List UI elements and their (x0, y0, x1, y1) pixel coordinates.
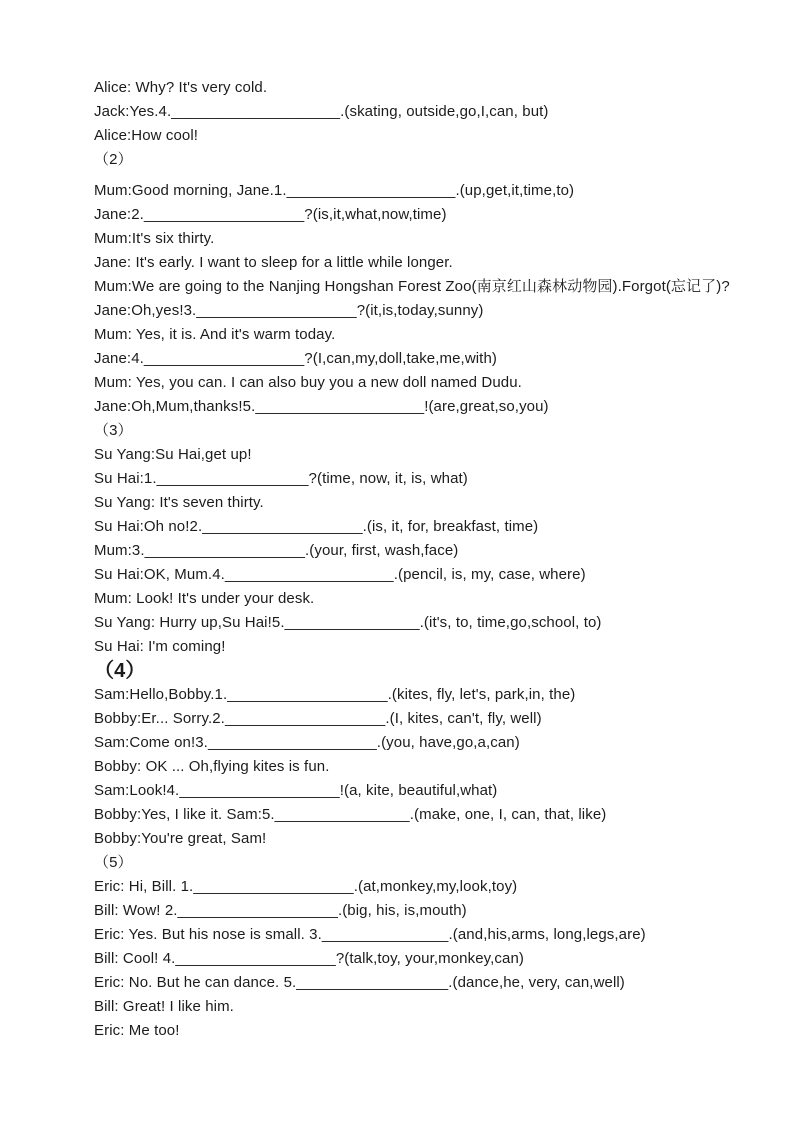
dialogue-line: Su Hai:Oh no!2.___________________.(is, it, for, breakfast, time) (94, 518, 539, 535)
dialogue-line: Jane: It's early. I want to sleep for a little while longer. (94, 254, 453, 271)
dialogue-line: Su Yang: It's seven thirty. (94, 494, 264, 511)
dialogue-line: Mum:We are going to the Nanjing Hongshan Forest Zoo(南京红山森林动物园).Forgot(忘记了)? (94, 278, 730, 295)
dialogue-line: Eric: Hi, Bill. 1.___________________.(at,monkey,my,look,toy) (94, 878, 518, 895)
dialogue-line: Su Hai:OK, Mum.4.____________________.(pencil, is, my, case, where) (94, 566, 586, 583)
dialogue-line: Su Hai:1.__________________?(time, now, it, is, what) (94, 470, 468, 487)
dialogue-line: Su Yang:Su Hai,get up! (94, 446, 252, 463)
dialogue-line: Eric: No. But he can dance. 5.__________________.(dance,he, very, can,well) (94, 974, 625, 991)
dialogue-line: Mum: Yes, it is. And it's warm today. (94, 326, 336, 343)
dialogue-line: Mum: Yes, you can. I can also buy you a new doll named Dudu. (94, 374, 522, 391)
dialogue-line: Mum:3.___________________.(your, first, wash,face) (94, 542, 459, 559)
dialogue-line: Alice:How cool! (94, 127, 199, 144)
dialogue-line: Mum: Look! It's under your desk. (94, 590, 315, 607)
section-heading: （4） (94, 660, 146, 682)
dialogue-line: Jane:2.___________________?(is,it,what,now,time) (94, 206, 447, 223)
dialogue-line: Su Hai: I'm coming! (94, 638, 226, 655)
dialogue-line: Eric: Yes. But his nose is small. 3._______________.(and,his,arms, long,legs,are) (94, 926, 646, 943)
dialogue-line: Eric: Me too! (94, 1022, 180, 1039)
dialogue-line: Sam:Look!4.___________________!(a, kite, beautiful,what) (94, 782, 498, 799)
dialogue-line: Bill: Cool! 4.___________________?(talk,toy, your,monkey,can) (94, 950, 524, 967)
dialogue-line: Alice: Why? It's very cold. (94, 79, 268, 96)
dialogue-line: Mum:It's six thirty. (94, 230, 215, 247)
dialogue-line: Bill: Wow! 2.___________________.(big, his, is,mouth) (94, 902, 467, 919)
dialogue-line: Jack:Yes.4.____________________.(skating, outside,go,I,can, but) (94, 103, 549, 120)
section-heading: （3） (94, 422, 133, 439)
section-heading: （5） (94, 854, 133, 871)
dialogue-line: Bobby:You're great, Sam! (94, 830, 267, 847)
dialogue-line: Bobby: OK ... Oh,flying kites is fun. (94, 758, 330, 775)
dialogue-line: Bill: Great! I like him. (94, 998, 234, 1015)
dialogue-line: Jane:Oh,Mum,thanks!5.____________________!(are,great,so,you) (94, 398, 549, 415)
dialogue-line: Sam:Come on!3.____________________.(you, have,go,a,can) (94, 734, 520, 751)
dialogue-line: Bobby:Er... Sorry.2.___________________.(I, kites, can't, fly, well) (94, 710, 542, 727)
section-heading: （2） (94, 151, 133, 168)
dialogue-line: Mum:Good morning, Jane.1.____________________.(up,get,it,time,to) (94, 182, 575, 199)
dialogue-line: Su Yang: Hurry up,Su Hai!5.________________.(it's, to, time,go,school, to) (94, 614, 602, 631)
dialogue-line: Jane:Oh,yes!3.___________________?(it,is,today,sunny) (94, 302, 484, 319)
dialogue-lines-container (94, 76, 753, 1043)
dialogue-line: Jane:4.___________________?(I,can,my,doll,take,me,with) (94, 350, 497, 367)
dialogue-line: Sam:Hello,Bobby.1.___________________.(kites, fly, let's, park,in, the) (94, 686, 576, 703)
dialogue-line: Bobby:Yes, I like it. Sam:5.________________.(make, one, I, can, that, like) (94, 806, 607, 823)
